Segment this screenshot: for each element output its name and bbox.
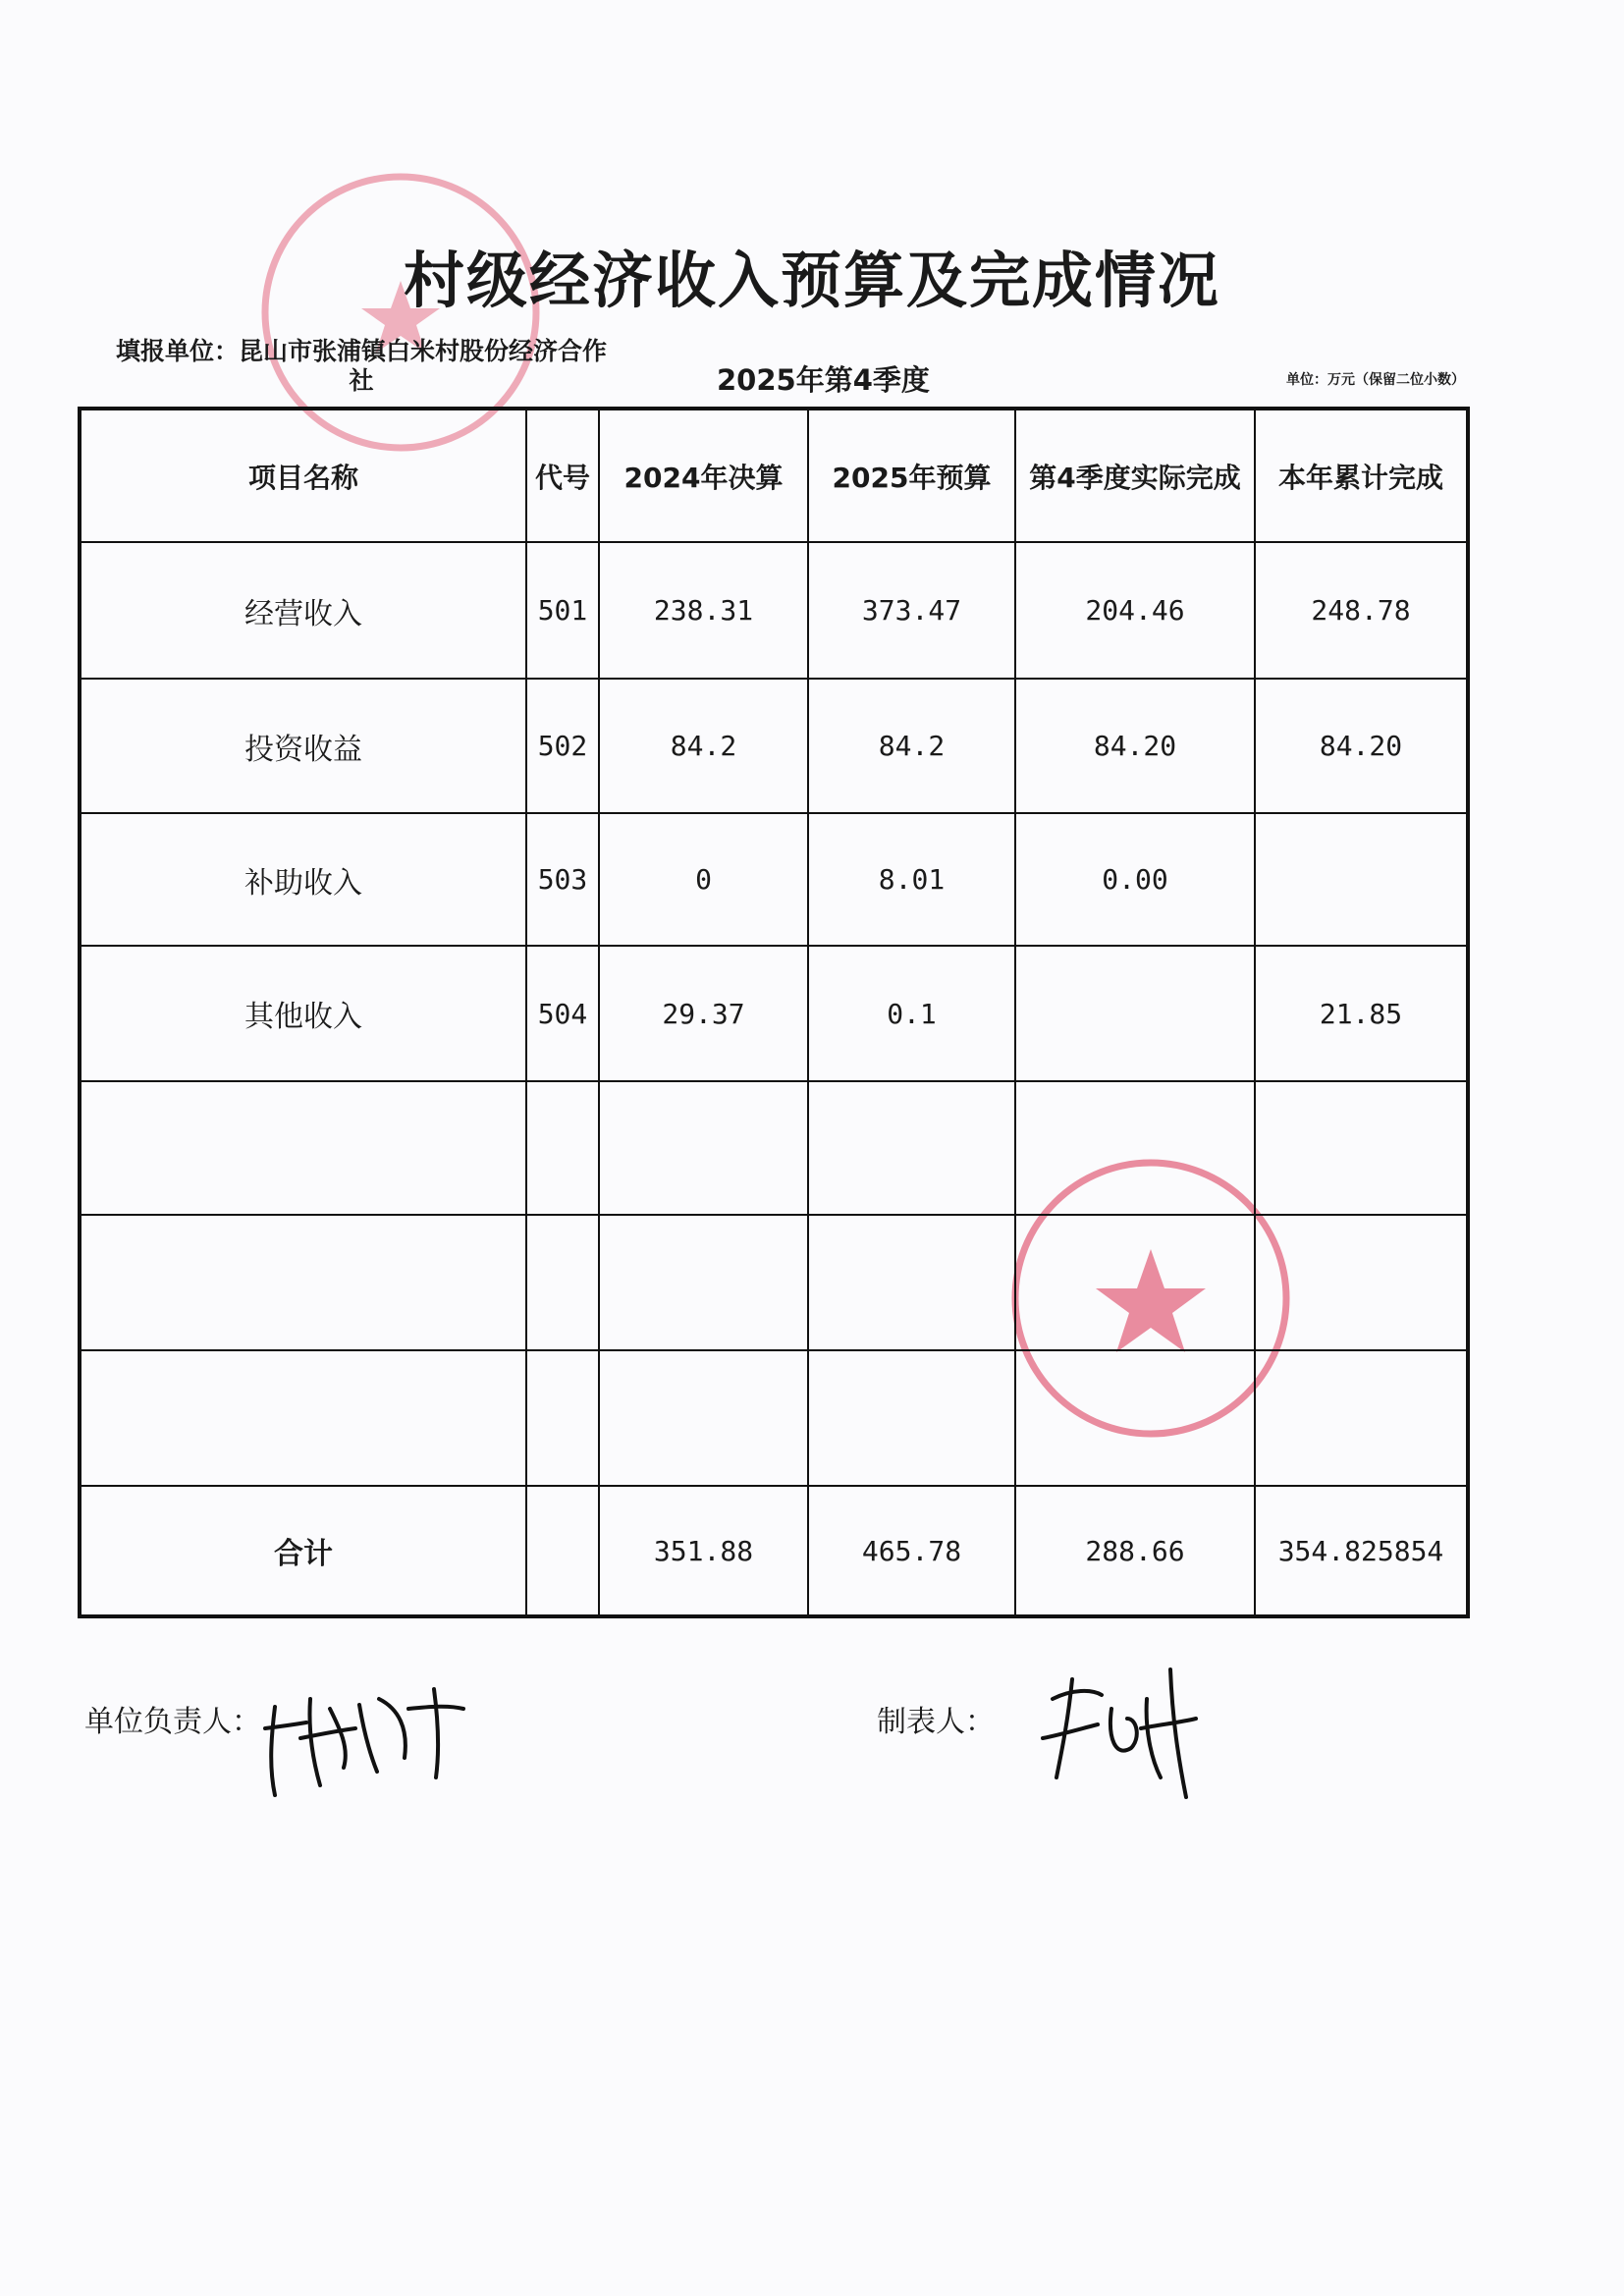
row-final-2024 [600,1351,809,1487]
row-q4-actual: 204.46 [1016,543,1256,680]
header-code: 代号 [527,410,600,543]
row-budget-2025 [809,1216,1016,1351]
row-ytd: 84.20 [1256,680,1466,814]
row-ytd [1256,814,1466,947]
row-budget-2025: 373.47 [809,543,1016,680]
row-ytd: 248.78 [1256,543,1466,680]
row-code: 502 [527,680,600,814]
row-code [527,1216,600,1351]
row-code [527,1082,600,1216]
income-table [78,407,1470,1618]
row-name: 经营收入 [81,543,527,680]
reporting-unit: 填报单位：昆山市张浦镇白米村股份经济合作社 [115,337,607,395]
row-final-2024: 29.37 [600,947,809,1082]
total-name: 合计 [81,1487,527,1614]
total-ytd: 354.825854 [1277,1534,1444,1567]
row-q4-actual [1016,947,1256,1082]
header-item-name: 项目名称 [81,410,527,543]
responsible-person-label: 单位负责人： [84,1705,261,1739]
row-q4-actual: 84.20 [1016,680,1256,814]
row-name [81,1216,527,1351]
row-name: 其他收入 [81,947,527,1082]
row-name [81,1082,527,1216]
preparer-signature [1033,1650,1210,1807]
row-ytd [1256,1082,1466,1216]
row-budget-2025: 0.1 [809,947,1016,1082]
row-final-2024: 84.2 [600,680,809,814]
row-q4-actual: 0.00 [1016,814,1256,947]
total-budget-2025: 465.78 [809,1487,1016,1614]
responsible-person-signature [261,1669,477,1807]
row-budget-2025 [809,1082,1016,1216]
row-code: 503 [527,814,600,947]
row-name [81,1351,527,1487]
row-name: 投资收益 [81,680,527,814]
preparer-label: 制表人： [877,1705,995,1739]
row-ytd: 21.85 [1256,947,1466,1082]
row-budget-2025: 8.01 [809,814,1016,947]
header-q4-actual: 第4季度实际完成 [1016,410,1256,543]
row-final-2024: 238.31 [600,543,809,680]
row-ytd [1256,1216,1466,1351]
header-final-2024: 2024年决算 [600,410,809,543]
row-budget-2025: 84.2 [809,680,1016,814]
row-ytd [1256,1351,1466,1487]
unit-note: 单位：万元（保留二位小数） [1286,372,1465,388]
total-final-2024: 351.88 [600,1487,809,1614]
row-budget-2025 [809,1351,1016,1487]
total-q4-actual: 288.66 [1016,1487,1256,1614]
row-code: 501 [527,543,600,680]
total-code [527,1487,600,1614]
header-ytd: 本年累计完成 [1256,410,1466,543]
row-q4-actual [1016,1351,1256,1487]
row-q4-actual [1016,1216,1256,1351]
reporting-period: 2025年第4季度 [717,363,930,397]
row-code: 504 [527,947,600,1082]
header-budget-2025: 2025年预算 [809,410,1016,543]
row-final-2024: 0 [600,814,809,947]
row-code [527,1351,600,1487]
row-q4-actual [1016,1082,1256,1216]
row-name: 补助收入 [81,814,527,947]
row-final-2024 [600,1216,809,1351]
row-final-2024 [600,1082,809,1216]
page-title: 村级经济收入预算及完成情况 [403,245,1220,316]
